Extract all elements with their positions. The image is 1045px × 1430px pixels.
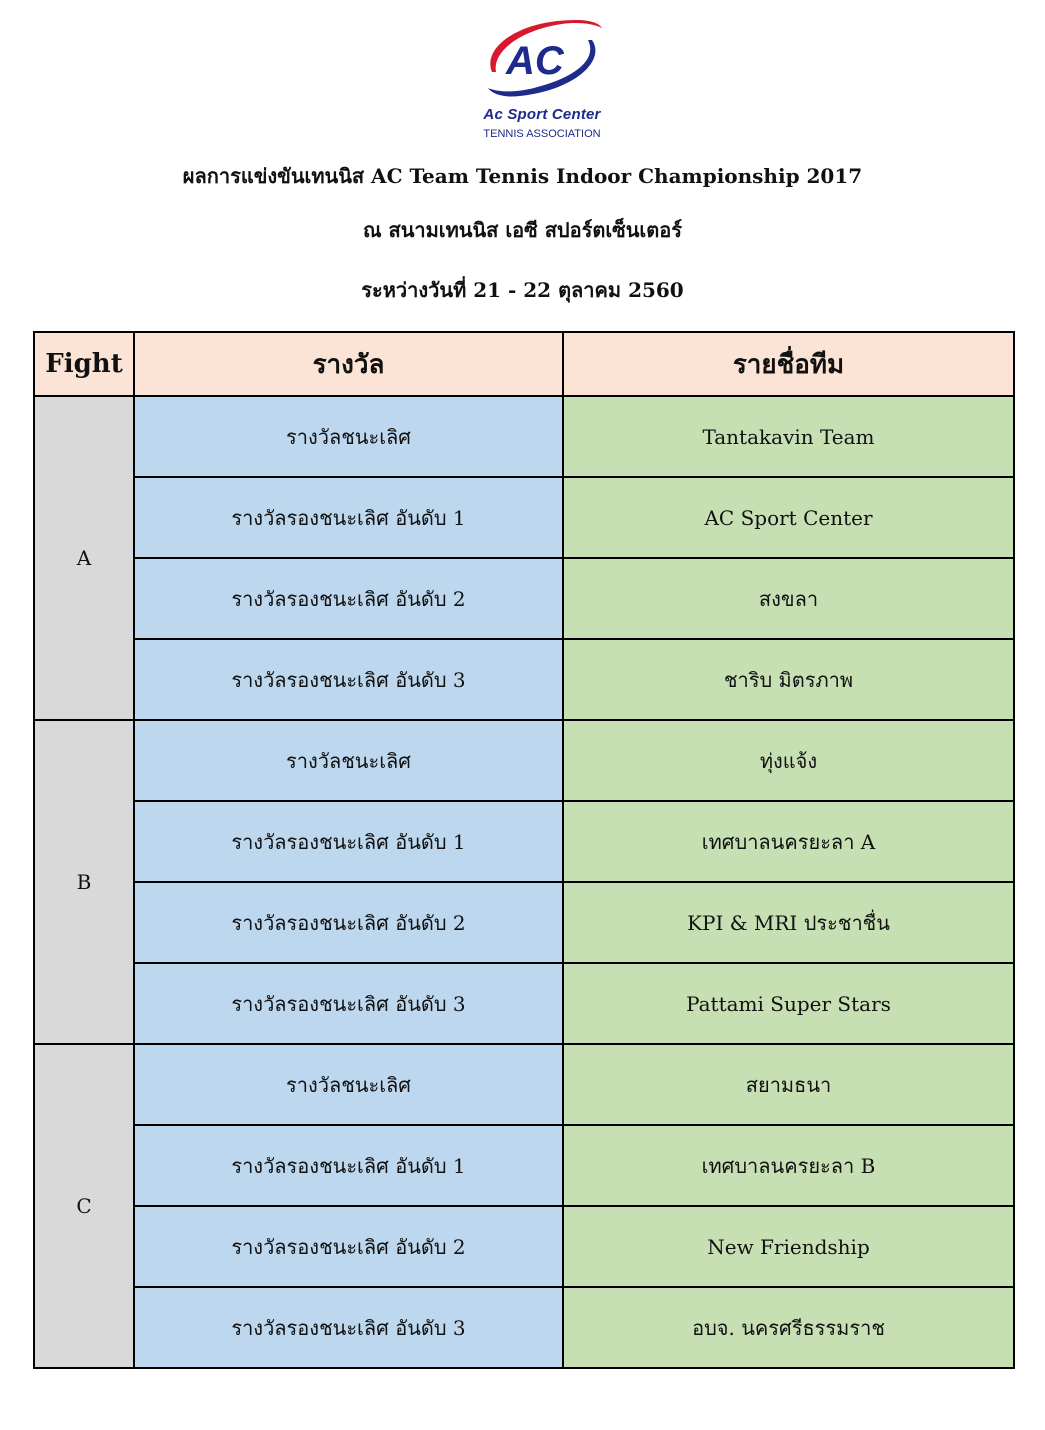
team-cell: KPI & MRI ประชาชื่น — [563, 882, 1014, 963]
team-cell: AC Sport Center — [563, 477, 1014, 558]
logo-subtitle: TENNIS ASSOCIATION — [483, 128, 601, 140]
table-row — [34, 801, 1014, 882]
table-row — [34, 477, 1014, 558]
team-cell: สยามธนา — [563, 1044, 1014, 1125]
table-row — [34, 1125, 1014, 1206]
award-cell: รางวัลรองชนะเลิศ อันดับ 2 — [134, 1206, 563, 1287]
table-row — [34, 558, 1014, 639]
table-row — [34, 882, 1014, 963]
svg-text:AC: AC — [506, 39, 564, 83]
award-cell: รางวัลรองชนะเลิศ อันดับ 2 — [134, 882, 563, 963]
award-column-header: รางวัล — [134, 332, 563, 396]
table-row — [34, 963, 1014, 1044]
team-cell: ทุ่งแจ้ง — [563, 720, 1014, 801]
team-cell: เทศบาลนครยะลา A — [563, 801, 1014, 882]
team-cell: ชาริบ มิตรภาพ — [563, 639, 1014, 720]
team-cell: เทศบาลนครยะลา B — [563, 1125, 1014, 1206]
table-row — [34, 639, 1014, 720]
team-cell: สงขลา — [563, 558, 1014, 639]
fight-group-b: B — [34, 720, 134, 1044]
award-cell: รางวัลชนะเลิศ — [134, 1044, 563, 1125]
team-cell: Tantakavin Team — [563, 396, 1014, 477]
table-row — [34, 396, 1014, 477]
team-cell: อบจ. นครศรีธรรมราช — [563, 1287, 1014, 1368]
award-cell: รางวัลรองชนะเลิศ อันดับ 3 — [134, 639, 563, 720]
date-line: ระหว่างวันที่ 21 - 22 ตุลาคม 2560 — [361, 278, 684, 302]
award-cell: รางวัลชนะเลิศ — [134, 396, 563, 477]
award-cell: รางวัลรองชนะเลิศ อันดับ 1 — [134, 1125, 563, 1206]
team-cell: New Friendship — [563, 1206, 1014, 1287]
fight-column-header: Fight — [34, 332, 134, 396]
venue-line: ณ สนามเทนนิส เอซี สปอร์ตเซ็นเตอร์ — [362, 218, 683, 242]
fight-group-a: A — [34, 396, 134, 720]
table-row — [34, 720, 1014, 801]
award-cell: รางวัลรองชนะเลิศ อันดับ 3 — [134, 1287, 563, 1368]
award-cell: รางวัลรองชนะเลิศ อันดับ 3 — [134, 963, 563, 1044]
ac-logo-icon — [480, 14, 604, 106]
fight-group-c: C — [34, 1044, 134, 1368]
table-row — [34, 1044, 1014, 1125]
results-table — [33, 331, 1015, 1369]
team-column-header: รายชื่อทีม — [563, 332, 1014, 396]
header-row — [34, 332, 1014, 396]
award-cell: รางวัลรองชนะเลิศ อันดับ 1 — [134, 801, 563, 882]
team-cell: Pattami Super Stars — [563, 963, 1014, 1044]
logo-name: Ac Sport Center — [483, 106, 601, 123]
document-title: ผลการแข่งขันเทนนิส AC Team Tennis Indoor Championship 2017 — [182, 164, 863, 188]
award-cell: รางวัลรองชนะเลิศ อันดับ 1 — [134, 477, 563, 558]
ac-sport-center-logo — [458, 14, 626, 140]
award-cell: รางวัลชนะเลิศ — [134, 720, 563, 801]
table-row — [34, 1287, 1014, 1368]
table-row — [34, 1206, 1014, 1287]
award-cell: รางวัลรองชนะเลิศ อันดับ 2 — [134, 558, 563, 639]
